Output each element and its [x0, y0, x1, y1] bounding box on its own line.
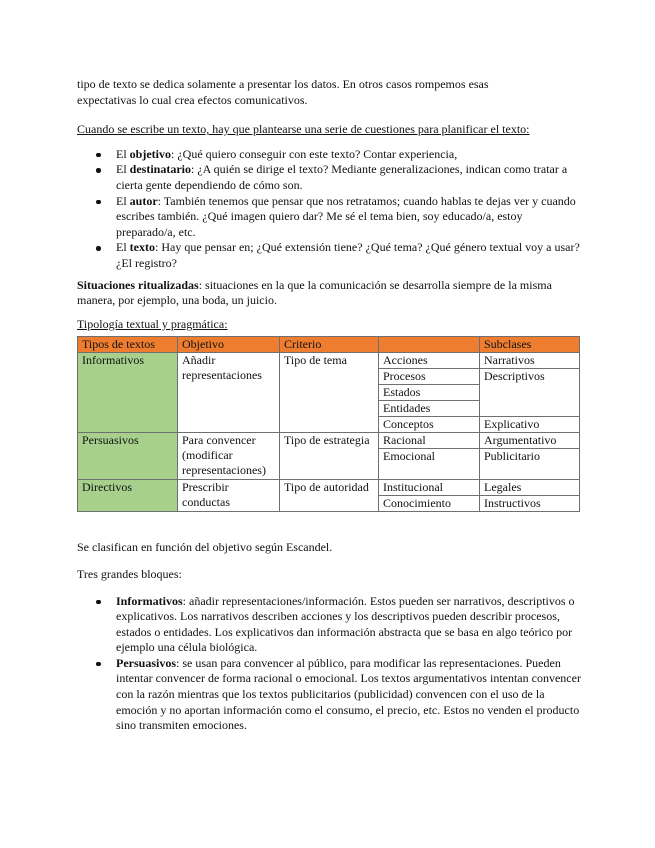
cell-criterio: Tipo de tema — [280, 353, 379, 433]
header-tipos: Tipos de textos — [78, 337, 178, 353]
table-header-row — [78, 337, 580, 353]
list-item-persuasivos: Persuasivos: se usan para convencer al público, para modificar las representaciones. Pueden intentar convencer de forma racional o emocional. Los textos argumentativos intentan convencer con la razón mientras que los textos publicitarios (publicidad) convencen con el uso de la emoción y no aportan información como el consumo, el precio, etc. Estos no venden el producto sino transmiten emociones. — [116, 655, 581, 733]
cell-objetivo: Añadir representaciones — [178, 353, 280, 433]
cell-subclase: Legales — [480, 480, 580, 496]
questions-list — [77, 147, 582, 272]
cell-item: Conocimiento — [379, 496, 480, 512]
term-informativos: Informativos — [116, 593, 183, 608]
cell-criterio: Tipo de autoridad — [280, 480, 379, 512]
cell-item: Acciones — [379, 353, 480, 369]
list-item-objetivo: El objetivo: ¿Qué quiero conseguir con este texto? Contar experiencia, — [116, 147, 582, 163]
cell-type-persuasivos: Persuasivos — [78, 433, 178, 480]
cell-type-directivos: Directivos — [78, 480, 178, 512]
cell-subclase: Argumentativo — [480, 433, 580, 449]
cell-subclase: Publicitario — [480, 449, 580, 480]
intro-line-2: expectativas lo cual crea efectos comunicativos. — [77, 92, 308, 107]
list-item-informativos: Informativos: añadir representaciones/información. Estos pueden ser narrativos, descriptivos o explicativos. Los narrativos describen acciones y los descriptivos pueden describir procesos, estados o entidades. Los explicativos dan información abstracta que se basa en algo teórico por ejemplo una célula biológica. — [116, 594, 582, 656]
cell-item: Estados — [379, 385, 480, 401]
table-title: Tipología textual y pragmática: — [77, 316, 228, 331]
situaciones-paragraph: Situaciones ritualizadas: situaciones en la que la comunicación se desarrolla siempre de la misma manera, por ejemplo, una boda, un juicio. — [77, 277, 552, 308]
tres-bloques-paragraph: Tres grandes bloques: — [77, 566, 182, 581]
cell-subclase: Descriptivos — [480, 369, 580, 417]
questions-heading: Cuando se escribe un texto, hay que plantearse una serie de cuestiones para planificar el texto: — [77, 122, 530, 137]
term-situaciones: Situaciones ritualizadas — [77, 277, 199, 292]
term-texto: texto — [129, 240, 155, 255]
bloques-list — [77, 594, 582, 734]
escandel-paragraph: Se clasifican en función del objetivo según Escandel. — [77, 540, 333, 555]
term-autor: autor — [129, 193, 158, 208]
list-item-texto: El texto: Hay que pensar en; ¿Qué extensión tiene? ¿Qué tema? ¿Qué género textual voy a usar? ¿El registro? — [116, 240, 582, 271]
term-objetivo: objetivo — [129, 146, 171, 161]
header-criterio: Criterio — [280, 337, 379, 353]
table-row — [78, 353, 580, 369]
header-subclases: Subclases — [480, 337, 580, 353]
cell-item: Racional — [379, 433, 480, 449]
cell-subclase: Narrativos — [480, 353, 580, 369]
cell-item: Institucional — [379, 480, 480, 496]
list-item-destinatario: El destinatario: ¿A quién se dirige el texto? Mediante generalizaciones, indican como tratar a cierta gente dependiendo de cómo son. — [116, 162, 582, 193]
cell-item: Procesos — [379, 369, 480, 385]
header-empty — [379, 337, 480, 353]
cell-item: Entidades — [379, 401, 480, 417]
table-row — [78, 480, 580, 496]
header-objetivo: Objetivo — [178, 337, 280, 353]
intro-line-1: tipo de texto se dedica solamente a presentar los datos. En otros casos rompemos esas — [77, 77, 489, 91]
document-body — [77, 77, 582, 734]
table-row — [78, 433, 580, 449]
term-destinatario: destinatario — [129, 162, 192, 177]
term-persuasivos: Persuasivos — [116, 655, 176, 670]
cell-criterio: Tipo de estrategia — [280, 433, 379, 480]
cell-objetivo: Prescribir conductas — [178, 480, 280, 512]
cell-subclase: Explicativo — [480, 417, 580, 433]
cell-type-informativos: Informativos — [78, 353, 178, 433]
intro-paragraph — [77, 77, 582, 108]
cell-item: Emocional — [379, 449, 480, 480]
list-item-autor: El autor: También tenemos que pensar que nos retratamos; cuando hablas te dejas ver y cuando escribes también. ¿Qué imagen quiero dar? Me sé el tema bien, soy educado/a, estoy preparado/a, etc. — [116, 194, 582, 241]
cell-subclase: Instructivos — [480, 496, 580, 512]
cell-item: Conceptos — [379, 417, 480, 433]
typology-table — [77, 336, 580, 512]
cell-objetivo: Para convencer (modificar representaciones) — [178, 433, 280, 480]
